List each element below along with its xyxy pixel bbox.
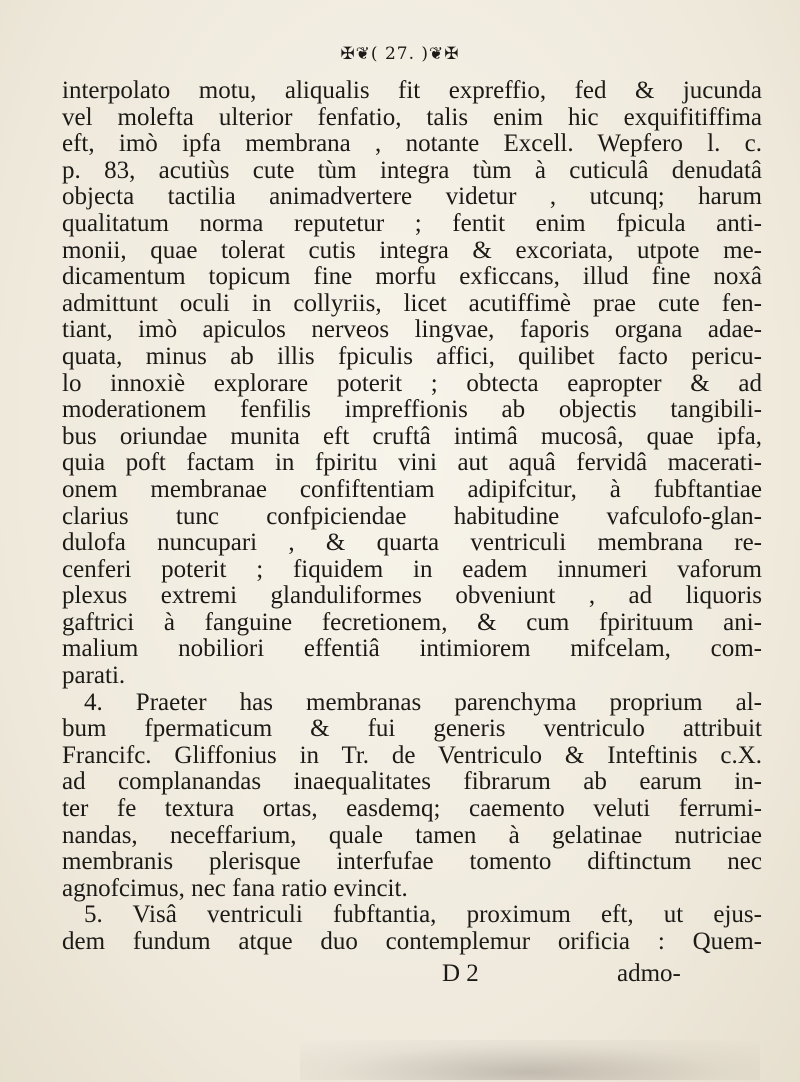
text-line: bus oriundae munita eft cruftâ intimâ mucosâ, quae ipfa, [62, 423, 762, 450]
running-header [0, 44, 800, 64]
text-line: onem membranae confiftentiam adipifcitur, à fubftantiae [62, 476, 762, 503]
text-line: malium nobiliori effentiâ intimiorem mifcelam, com- [62, 636, 762, 663]
text-line: p. 83, acutiùs cute tùm integra tùm à cuticulâ denudatâ [62, 157, 762, 184]
text-line: admittunt oculi in collyriis, licet acutiffimè prae cute fen- [62, 290, 762, 317]
text-line: plexus extremi glanduliformes obveniunt , ad liquoris [62, 583, 762, 610]
text-line: gaftrici à fanguine fecretionem, & cum fpirituum ani- [62, 609, 762, 636]
text-line: ter fe textura ortas, easdemq; caemento veluti ferrumi- [62, 796, 762, 823]
signature-mark: D 2 [442, 960, 479, 987]
text-line: nandas, neceffarium, quale tamen à gelatinae nutriciae [62, 822, 762, 849]
text-line: cenferi poterit ; fiquidem in eadem innumeri vaforum [62, 556, 762, 583]
text-line: dem fundum atque duo contemplemur orificia : Quem- [62, 929, 762, 955]
text-line: eft, imò ipfa membrana , notante Excell. Wepfero l. c. [62, 131, 762, 158]
paragraph-4-start: 4. Praeter has membranas parenchyma proprium al- [84, 689, 762, 716]
page-footer [0, 960, 800, 990]
text-line: quia poft factam in fpiritu vini aut aquâ fervidâ macerati- [62, 450, 762, 477]
text-line: tiant, imò apiculos nerveos lingvae, faporis organa adae- [62, 317, 762, 344]
text-line: bum fpermaticum & fui generis ventriculo attribuit [62, 716, 762, 743]
text-line: lo innoxiè explorare poterit ; obtecta eapropter & ad [62, 370, 762, 397]
text-line: vel molefta ulterior fenfatio, talis enim hic exquifitiffima [62, 104, 762, 131]
text-line: ad complanandas inaequalitates fibrarum ab earum in- [62, 769, 762, 796]
text-line: interpolato motu, aliqualis fit expreffio, fed & jucunda [62, 78, 762, 104]
text-line: qualitatum norma reputetur ; fentit enim fpicula anti- [62, 210, 762, 237]
header-ornament-right: )❦✠ [421, 44, 460, 64]
text-line: parati. [62, 663, 126, 690]
body-text [62, 78, 762, 956]
text-line: clarius tunc confpiciendae habitudine vafculofo-glan- [62, 503, 762, 530]
text-line: Francifc. Gliffonius in Tr. de Ventriculo & Inteftinis c.X. [62, 742, 762, 769]
text-line: membranis plerisque interfufae tomento diftinctum nec [62, 849, 762, 876]
text-line: moderationem fenfilis impreffionis ab objectis tangibili- [62, 397, 762, 424]
text-line: dulofa nuncupari , & quarta ventriculi membrana re- [62, 530, 762, 557]
paragraph-5-start: 5. Visâ ventriculi fubftantia, proximum eft, ut ejus- [84, 902, 762, 929]
text-line: dicamentum topicum fine morfu exficcans, illud fine noxâ [62, 264, 762, 291]
text-line: agnofcimus, nec fana ratio evincit. [62, 875, 408, 902]
catchword: admo- [617, 960, 681, 987]
header-ornament-left: ✠❦( [340, 44, 379, 64]
text-line: quata, minus ab illis fpiculis affici, quilibet facto pericu- [62, 343, 762, 370]
text-line: monii, quae tolerat cutis integra & excoriata, utpote me- [62, 237, 762, 264]
page-number: 27. [384, 44, 416, 64]
text-line: objecta tactilia animadvertere videtur , utcunq; harum [62, 184, 762, 211]
paper-stain [300, 1040, 760, 1080]
